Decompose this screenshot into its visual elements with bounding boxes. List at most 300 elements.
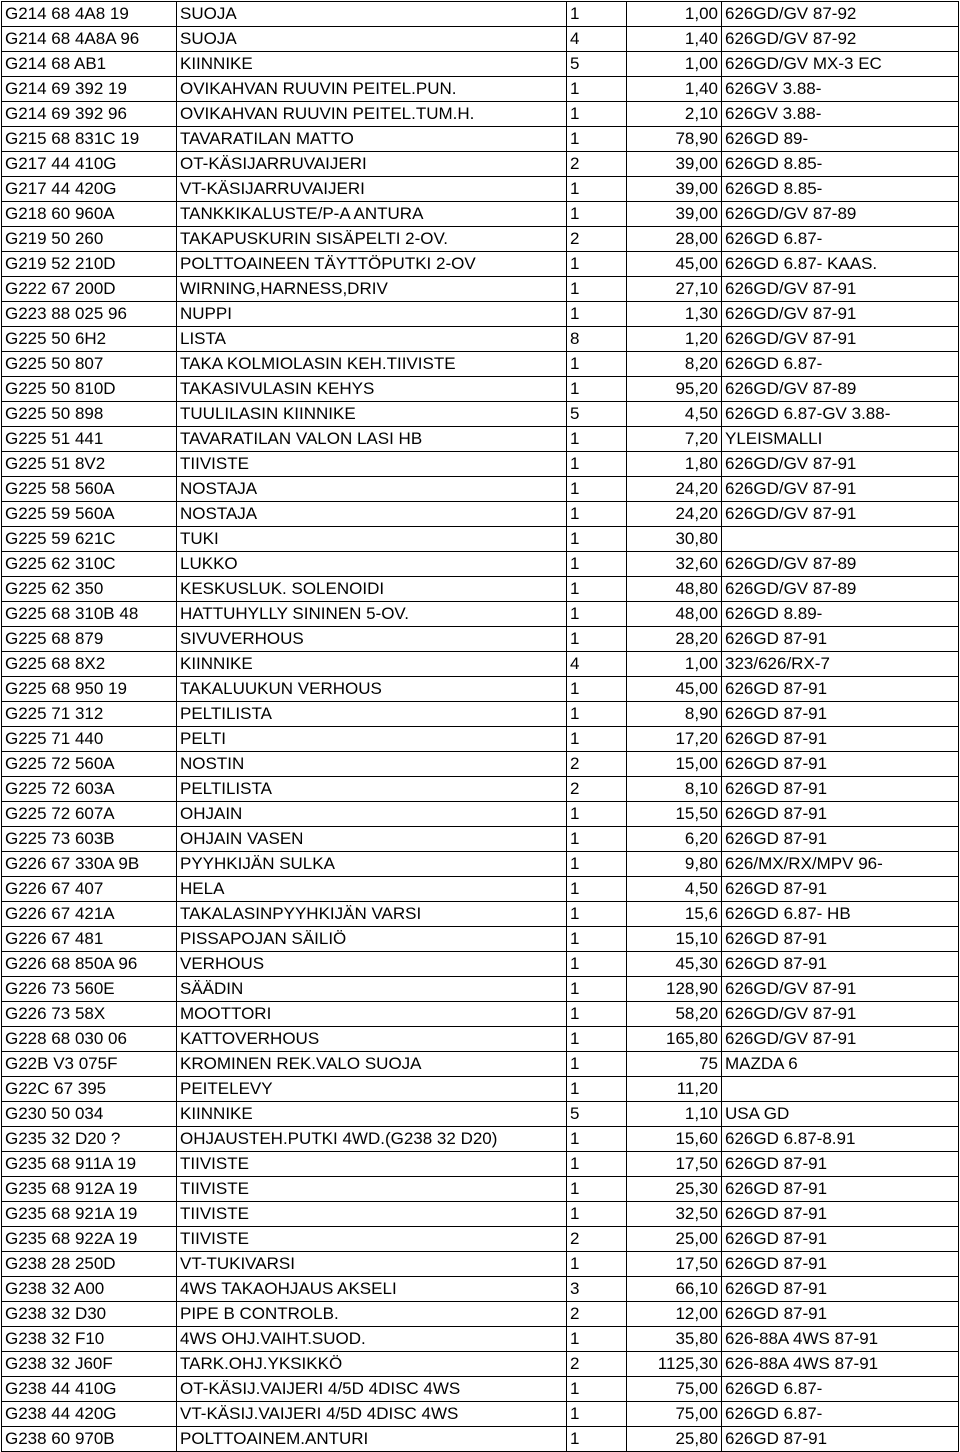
quantity-cell: 1 [567, 502, 627, 527]
model-cell: USA GD [722, 1102, 959, 1127]
part-number-cell: G226 67 421A [2, 902, 177, 927]
model-cell [722, 1077, 959, 1102]
quantity-cell: 1 [567, 1252, 627, 1277]
price-cell: 1,10 [627, 1102, 722, 1127]
part-number-cell: G223 88 025 96 [2, 302, 177, 327]
model-cell: 626GV 3.88- [722, 77, 959, 102]
table-row [2, 1327, 959, 1352]
part-name-cell: NOSTAJA [177, 502, 567, 527]
quantity-cell: 1 [567, 877, 627, 902]
part-number-cell: G214 68 AB1 [2, 52, 177, 77]
part-name-cell: WIRNING,HARNESS,DRIV [177, 277, 567, 302]
part-name-cell: KIINNIKE [177, 652, 567, 677]
price-cell: 39,00 [627, 202, 722, 227]
price-cell: 1,00 [627, 2, 722, 27]
table-row [2, 1127, 959, 1152]
price-cell: 25,00 [627, 1227, 722, 1252]
price-cell: 8,20 [627, 352, 722, 377]
price-cell: 45,30 [627, 952, 722, 977]
quantity-cell: 5 [567, 1102, 627, 1127]
table-row [2, 1052, 959, 1077]
table-row [2, 1152, 959, 1177]
price-cell: 17,50 [627, 1152, 722, 1177]
part-name-cell: 4WS TAKAOHJAUS AKSELI [177, 1277, 567, 1302]
part-name-cell: HATTUHYLLY SININEN 5-OV. [177, 602, 567, 627]
table-row [2, 102, 959, 127]
table-row [2, 827, 959, 852]
table-row [2, 877, 959, 902]
table-row [2, 27, 959, 52]
part-number-cell: G225 71 312 [2, 702, 177, 727]
part-name-cell: LISTA [177, 327, 567, 352]
part-name-cell: OHJAUSTEH.PUTKI 4WD.(G238 32 D20) [177, 1127, 567, 1152]
model-cell: 626/MX/RX/MPV 96- [722, 852, 959, 877]
part-number-cell: G225 50 898 [2, 402, 177, 427]
table-row [2, 752, 959, 777]
part-number-cell: G214 69 392 96 [2, 102, 177, 127]
part-number-cell: G225 50 807 [2, 352, 177, 377]
price-cell: 39,00 [627, 152, 722, 177]
model-cell: 626GD 87-91 [722, 702, 959, 727]
price-cell: 1,30 [627, 302, 722, 327]
part-number-cell: G219 50 260 [2, 227, 177, 252]
model-cell: 626GD/GV 87-89 [722, 202, 959, 227]
table-row [2, 302, 959, 327]
part-number-cell: G225 68 8X2 [2, 652, 177, 677]
part-name-cell: OVIKAHVAN RUUVIN PEITEL.TUM.H. [177, 102, 567, 127]
part-name-cell: KESKUSLUK. SOLENOIDI [177, 577, 567, 602]
model-cell: 626GD/GV 87-91 [722, 327, 959, 352]
quantity-cell: 1 [567, 277, 627, 302]
price-cell: 9,80 [627, 852, 722, 877]
price-cell: 32,50 [627, 1202, 722, 1227]
part-name-cell: TAVARATILAN VALON LASI HB [177, 427, 567, 452]
price-cell: 15,6 [627, 902, 722, 927]
part-name-cell: PELTILISTA [177, 777, 567, 802]
table-row [2, 1227, 959, 1252]
quantity-cell: 1 [567, 477, 627, 502]
model-cell: 626GD/GV 87-92 [722, 2, 959, 27]
table-row [2, 252, 959, 277]
parts-table-body [2, 2, 959, 1452]
part-name-cell: POLTTOAINEEN TÄYTTÖPUTKI 2-OV [177, 252, 567, 277]
part-name-cell: TAKALASINPYYHKIJÄN VARSI [177, 902, 567, 927]
model-cell: 626GD 87-91 [722, 802, 959, 827]
quantity-cell: 8 [567, 327, 627, 352]
quantity-cell: 1 [567, 1377, 627, 1402]
quantity-cell: 1 [567, 452, 627, 477]
price-cell: 15,60 [627, 1127, 722, 1152]
table-row [2, 477, 959, 502]
part-number-cell: G235 68 921A 19 [2, 1202, 177, 1227]
table-row [2, 952, 959, 977]
price-cell: 7,20 [627, 427, 722, 452]
part-name-cell: SÄÄDIN [177, 977, 567, 1002]
model-cell: 626GD 6.87- [722, 352, 959, 377]
model-cell: 626GD 87-91 [722, 1202, 959, 1227]
part-name-cell: NUPPI [177, 302, 567, 327]
table-row [2, 1077, 959, 1102]
quantity-cell: 1 [567, 677, 627, 702]
model-cell: 626GV 3.88- [722, 102, 959, 127]
part-name-cell: PISSAPOJAN SÄILIÖ [177, 927, 567, 952]
model-cell: 626GD 8.85- [722, 177, 959, 202]
part-name-cell: VT-KÄSIJARRUVAIJERI [177, 177, 567, 202]
quantity-cell: 1 [567, 1402, 627, 1427]
model-cell: 626GD/GV 87-91 [722, 452, 959, 477]
part-number-cell: G228 68 030 06 [2, 1027, 177, 1052]
price-cell: 15,10 [627, 927, 722, 952]
table-row [2, 1002, 959, 1027]
part-number-cell: G225 68 310B 48 [2, 602, 177, 627]
quantity-cell: 1 [567, 77, 627, 102]
part-number-cell: G225 50 6H2 [2, 327, 177, 352]
part-number-cell: G235 32 D20 ? [2, 1127, 177, 1152]
part-name-cell: KIINNIKE [177, 1102, 567, 1127]
part-number-cell: G230 50 034 [2, 1102, 177, 1127]
quantity-cell: 1 [567, 1427, 627, 1452]
table-row [2, 77, 959, 102]
quantity-cell: 1 [567, 252, 627, 277]
table-row [2, 202, 959, 227]
model-cell: 626GD/GV 87-91 [722, 977, 959, 1002]
model-cell: MAZDA 6 [722, 1052, 959, 1077]
model-cell: 626GD/GV 87-91 [722, 1027, 959, 1052]
price-cell: 28,20 [627, 627, 722, 652]
model-cell: 626GD 87-91 [722, 927, 959, 952]
table-row [2, 1277, 959, 1302]
table-row [2, 502, 959, 527]
model-cell: 626GD 87-91 [722, 1302, 959, 1327]
price-cell: 39,00 [627, 177, 722, 202]
part-number-cell: G225 62 350 [2, 577, 177, 602]
quantity-cell: 1 [567, 827, 627, 852]
table-row [2, 852, 959, 877]
table-row [2, 327, 959, 352]
quantity-cell: 2 [567, 152, 627, 177]
part-name-cell: SIVUVERHOUS [177, 627, 567, 652]
part-name-cell: SUOJA [177, 27, 567, 52]
table-row [2, 627, 959, 652]
quantity-cell: 1 [567, 427, 627, 452]
price-cell: 75 [627, 1052, 722, 1077]
table-row [2, 452, 959, 477]
quantity-cell: 1 [567, 177, 627, 202]
table-row [2, 702, 959, 727]
model-cell: YLEISMALLI [722, 427, 959, 452]
part-number-cell: G225 51 8V2 [2, 452, 177, 477]
model-cell: 626GD 89- [722, 127, 959, 152]
table-row [2, 427, 959, 452]
table-row [2, 1302, 959, 1327]
price-cell: 17,50 [627, 1252, 722, 1277]
price-cell: 8,90 [627, 702, 722, 727]
part-number-cell: G235 68 922A 19 [2, 1227, 177, 1252]
quantity-cell: 1 [567, 702, 627, 727]
model-cell: 626GD 87-91 [722, 752, 959, 777]
model-cell: 626GD/GV 87-91 [722, 277, 959, 302]
table-row [2, 177, 959, 202]
part-name-cell: TIIVISTE [177, 452, 567, 477]
quantity-cell: 1 [567, 1052, 627, 1077]
table-row [2, 1177, 959, 1202]
price-cell: 128,90 [627, 977, 722, 1002]
part-name-cell: TARK.OHJ.YKSIKKÖ [177, 1352, 567, 1377]
quantity-cell: 2 [567, 1227, 627, 1252]
quantity-cell: 2 [567, 1352, 627, 1377]
model-cell: 626GD 6.87- [722, 1377, 959, 1402]
quantity-cell: 1 [567, 1202, 627, 1227]
part-name-cell: MOOTTORI [177, 1002, 567, 1027]
table-row [2, 727, 959, 752]
part-number-cell: G238 44 420G [2, 1402, 177, 1427]
part-number-cell: G225 72 607A [2, 802, 177, 827]
price-cell: 24,20 [627, 477, 722, 502]
price-cell: 6,20 [627, 827, 722, 852]
quantity-cell: 1 [567, 902, 627, 927]
price-cell: 4,50 [627, 877, 722, 902]
part-number-cell: G22C 67 395 [2, 1077, 177, 1102]
table-row [2, 527, 959, 552]
table-row [2, 652, 959, 677]
quantity-cell: 2 [567, 752, 627, 777]
price-cell: 1,00 [627, 652, 722, 677]
part-name-cell: TAVARATILAN MATTO [177, 127, 567, 152]
quantity-cell: 5 [567, 52, 627, 77]
quantity-cell: 2 [567, 1302, 627, 1327]
part-name-cell: PEITELEVY [177, 1077, 567, 1102]
part-number-cell: G225 58 560A [2, 477, 177, 502]
price-cell: 27,10 [627, 277, 722, 302]
quantity-cell: 1 [567, 602, 627, 627]
model-cell: 626GD 87-91 [722, 627, 959, 652]
part-number-cell: G226 73 58X [2, 1002, 177, 1027]
price-cell: 17,20 [627, 727, 722, 752]
table-row [2, 802, 959, 827]
model-cell: 626GD 6.87-GV 3.88- [722, 402, 959, 427]
quantity-cell: 1 [567, 202, 627, 227]
table-row [2, 927, 959, 952]
price-cell: 15,50 [627, 802, 722, 827]
part-number-cell: G225 59 560A [2, 502, 177, 527]
part-name-cell: KIINNIKE [177, 52, 567, 77]
table-row [2, 352, 959, 377]
model-cell: 626GD 87-91 [722, 1252, 959, 1277]
table-row [2, 127, 959, 152]
price-cell: 66,10 [627, 1277, 722, 1302]
table-row [2, 377, 959, 402]
price-cell: 45,00 [627, 677, 722, 702]
quantity-cell: 3 [567, 1277, 627, 1302]
table-row [2, 1252, 959, 1277]
part-name-cell: SUOJA [177, 2, 567, 27]
quantity-cell: 1 [567, 977, 627, 1002]
quantity-cell: 1 [567, 302, 627, 327]
price-cell: 24,20 [627, 502, 722, 527]
model-cell: 626GD 87-91 [722, 877, 959, 902]
part-number-cell: G235 68 911A 19 [2, 1152, 177, 1177]
table-row [2, 227, 959, 252]
model-cell: 626GD/GV 87-91 [722, 477, 959, 502]
part-name-cell: TAKASIVULASIN KEHYS [177, 377, 567, 402]
model-cell: 626GD/GV 87-92 [722, 27, 959, 52]
part-number-cell: G22B V3 075F [2, 1052, 177, 1077]
part-name-cell: OHJAIN [177, 802, 567, 827]
table-row [2, 402, 959, 427]
part-number-cell: G225 59 621C [2, 527, 177, 552]
part-number-cell: G217 44 410G [2, 152, 177, 177]
table-row [2, 602, 959, 627]
part-name-cell: TAKA KOLMIOLASIN KEH.TIIVISTE [177, 352, 567, 377]
table-row [2, 1102, 959, 1127]
quantity-cell: 1 [567, 1177, 627, 1202]
quantity-cell: 4 [567, 652, 627, 677]
part-name-cell: POLTTOAINEM.ANTURI [177, 1427, 567, 1452]
table-row [2, 902, 959, 927]
price-cell: 48,80 [627, 577, 722, 602]
model-cell: 323/626/RX-7 [722, 652, 959, 677]
table-row [2, 777, 959, 802]
quantity-cell: 1 [567, 1002, 627, 1027]
price-cell: 35,80 [627, 1327, 722, 1352]
quantity-cell: 1 [567, 1327, 627, 1352]
part-number-cell: G238 32 F10 [2, 1327, 177, 1352]
quantity-cell: 1 [567, 577, 627, 602]
part-number-cell: G225 73 603B [2, 827, 177, 852]
quantity-cell: 1 [567, 1027, 627, 1052]
price-cell: 165,80 [627, 1027, 722, 1052]
part-name-cell: KATTOVERHOUS [177, 1027, 567, 1052]
price-cell: 1,40 [627, 27, 722, 52]
part-number-cell: G226 67 330A 9B [2, 852, 177, 877]
model-cell: 626-88A 4WS 87-91 [722, 1352, 959, 1377]
part-name-cell: TUULILASIN KIINNIKE [177, 402, 567, 427]
model-cell: 626GD 6.87-8.91 [722, 1127, 959, 1152]
model-cell: 626GD 87-91 [722, 1177, 959, 1202]
price-cell: 8,10 [627, 777, 722, 802]
part-name-cell: TUKI [177, 527, 567, 552]
part-name-cell: TANKKIKALUSTE/P-A ANTURA [177, 202, 567, 227]
part-number-cell: G225 68 879 [2, 627, 177, 652]
price-cell: 2,10 [627, 102, 722, 127]
model-cell: 626-88A 4WS 87-91 [722, 1327, 959, 1352]
part-number-cell: G214 69 392 19 [2, 77, 177, 102]
part-name-cell: OVIKAHVAN RUUVIN PEITEL.PUN. [177, 77, 567, 102]
model-cell: 626GD/GV 87-91 [722, 502, 959, 527]
model-cell: 626GD 6.87- KAAS. [722, 252, 959, 277]
price-cell: 75,00 [627, 1402, 722, 1427]
table-row [2, 1027, 959, 1052]
model-cell: 626GD 87-91 [722, 777, 959, 802]
price-cell: 4,50 [627, 402, 722, 427]
part-name-cell: OHJAIN VASEN [177, 827, 567, 852]
price-cell: 1,40 [627, 77, 722, 102]
model-cell: 626GD 87-91 [722, 1152, 959, 1177]
table-row [2, 1402, 959, 1427]
part-name-cell: TIIVISTE [177, 1177, 567, 1202]
price-cell: 32,60 [627, 552, 722, 577]
model-cell: 626GD 6.87- [722, 227, 959, 252]
part-name-cell: TIIVISTE [177, 1202, 567, 1227]
model-cell: 626GD 87-91 [722, 827, 959, 852]
price-cell: 30,80 [627, 527, 722, 552]
part-number-cell: G215 68 831C 19 [2, 127, 177, 152]
part-number-cell: G225 62 310C [2, 552, 177, 577]
quantity-cell: 1 [567, 1152, 627, 1177]
part-name-cell: NOSTAJA [177, 477, 567, 502]
quantity-cell: 1 [567, 552, 627, 577]
part-name-cell: 4WS OHJ.VAIHT.SUOD. [177, 1327, 567, 1352]
price-cell: 15,00 [627, 752, 722, 777]
model-cell: 626GD 87-91 [722, 1427, 959, 1452]
part-number-cell: G222 67 200D [2, 277, 177, 302]
part-number-cell: G238 32 J60F [2, 1352, 177, 1377]
model-cell: 626GD 87-91 [722, 677, 959, 702]
part-number-cell: G226 73 560E [2, 977, 177, 1002]
quantity-cell: 2 [567, 777, 627, 802]
model-cell: 626GD 6.87- HB [722, 902, 959, 927]
price-cell: 1,80 [627, 452, 722, 477]
quantity-cell: 1 [567, 352, 627, 377]
part-number-cell: G238 32 A00 [2, 1277, 177, 1302]
part-name-cell: PIPE B CONTROLB. [177, 1302, 567, 1327]
part-number-cell: G226 68 850A 96 [2, 952, 177, 977]
part-name-cell: TAKALUUKUN VERHOUS [177, 677, 567, 702]
model-cell: 626GD 6.87- [722, 1402, 959, 1427]
quantity-cell: 1 [567, 1127, 627, 1152]
part-number-cell: G238 44 410G [2, 1377, 177, 1402]
price-cell: 25,30 [627, 1177, 722, 1202]
part-name-cell: PELTI [177, 727, 567, 752]
table-row [2, 577, 959, 602]
price-cell: 1,00 [627, 52, 722, 77]
quantity-cell: 1 [567, 2, 627, 27]
part-name-cell: OT-KÄSIJARRUVAIJERI [177, 152, 567, 177]
part-number-cell: G238 60 970B [2, 1427, 177, 1452]
part-name-cell: VT-KÄSIJ.VAIJERI 4/5D 4DISC 4WS [177, 1402, 567, 1427]
quantity-cell: 1 [567, 102, 627, 127]
price-cell: 75,00 [627, 1377, 722, 1402]
price-cell: 25,80 [627, 1427, 722, 1452]
model-cell: 626GD 87-91 [722, 727, 959, 752]
quantity-cell: 1 [567, 952, 627, 977]
part-name-cell: TIIVISTE [177, 1152, 567, 1177]
model-cell: 626GD/GV 87-89 [722, 552, 959, 577]
price-cell: 1125,30 [627, 1352, 722, 1377]
quantity-cell: 1 [567, 377, 627, 402]
part-name-cell: TAKAPUSKURIN SISÄPELTI 2-OV. [177, 227, 567, 252]
part-number-cell: G226 67 481 [2, 927, 177, 952]
table-row [2, 1352, 959, 1377]
quantity-cell: 1 [567, 852, 627, 877]
model-cell: 626GD/GV 87-91 [722, 1002, 959, 1027]
price-cell: 78,90 [627, 127, 722, 152]
price-cell: 1,20 [627, 327, 722, 352]
quantity-cell: 4 [567, 27, 627, 52]
table-row [2, 2, 959, 27]
part-name-cell: OT-KÄSIJ.VAIJERI 4/5D 4DISC 4WS [177, 1377, 567, 1402]
part-name-cell: LUKKO [177, 552, 567, 577]
table-row [2, 977, 959, 1002]
parts-table [1, 1, 959, 1452]
part-name-cell: KROMINEN REK.VALO SUOJA [177, 1052, 567, 1077]
part-number-cell: G225 72 560A [2, 752, 177, 777]
price-cell: 11,20 [627, 1077, 722, 1102]
table-row [2, 152, 959, 177]
table-row [2, 677, 959, 702]
part-number-cell: G238 28 250D [2, 1252, 177, 1277]
quantity-cell: 1 [567, 927, 627, 952]
